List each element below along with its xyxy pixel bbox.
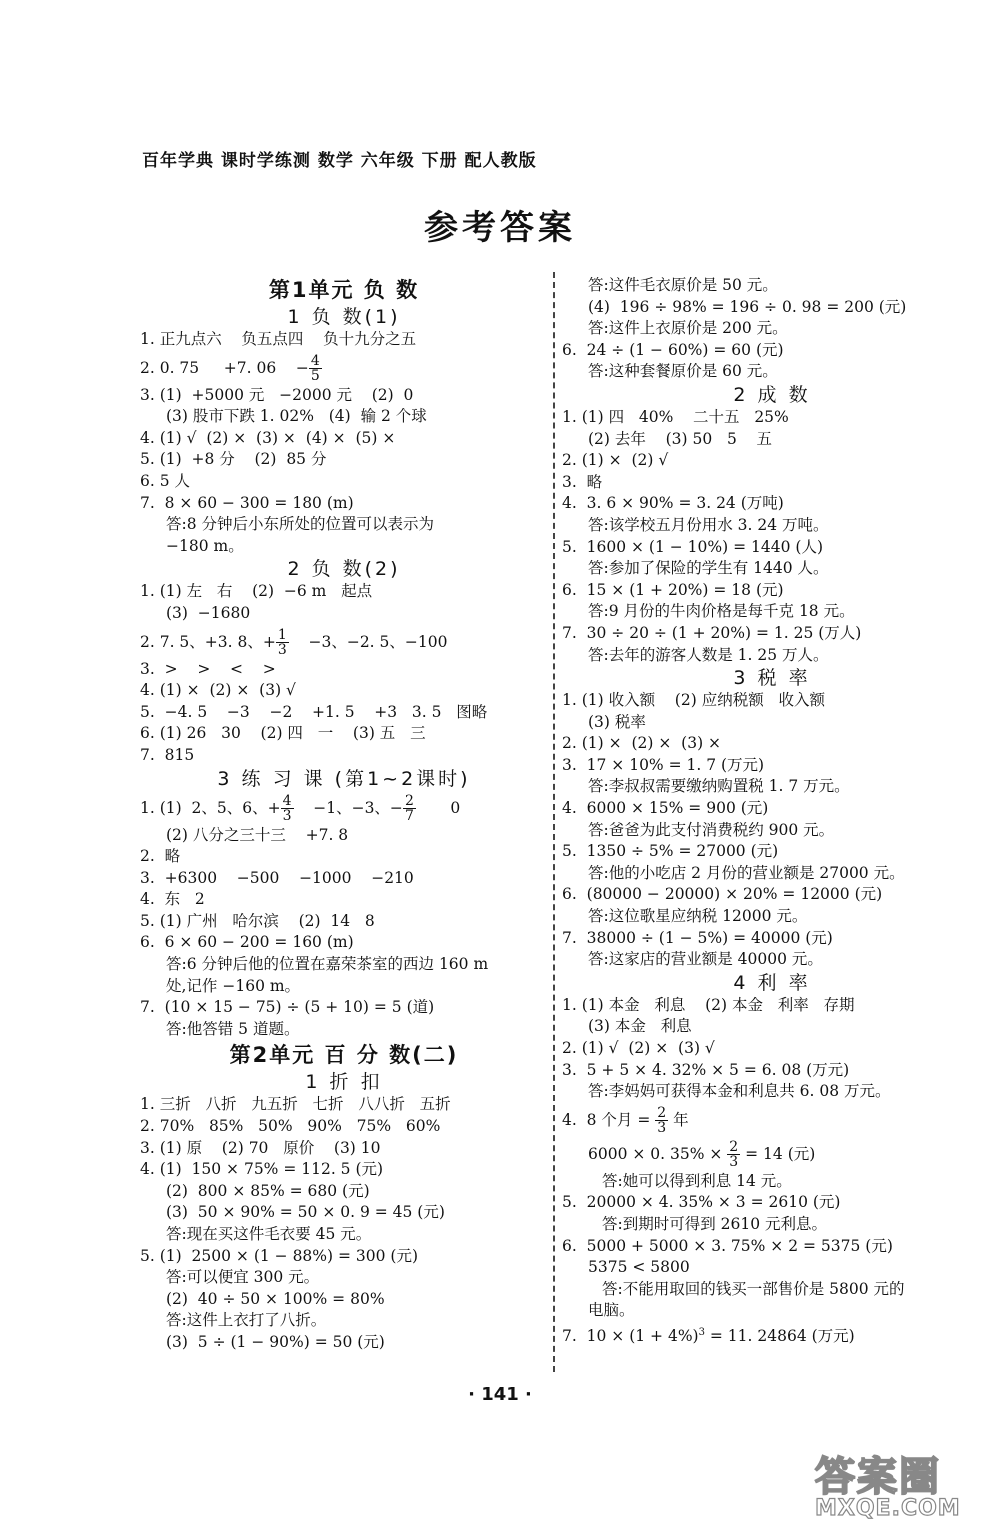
answer-line: 2. (1) √ (2) × (3) √ xyxy=(562,1039,715,1057)
answer-line: 2. 略 xyxy=(140,847,181,866)
answer-line: 答:这种套餐原价是 60 元。 xyxy=(588,362,778,381)
answer-line: 5. 1600 × (1 − 10%) = 1440 (人) xyxy=(562,537,823,556)
answer-line: 2. 70% 85% 50% 90% 75% 60% xyxy=(140,1117,441,1136)
fraction: $\frac{4}{5}$ xyxy=(310,353,320,385)
answer-line: (3) 5 ÷ (1 − 90%) = 50 (元) xyxy=(166,1332,385,1351)
watermark-text: 答案圈 xyxy=(815,1454,941,1500)
answer-line: 4. 东 2 xyxy=(140,890,205,909)
answer-line: 6000 × 0. 35% × $\frac{2}{3}$ = 14 (元) xyxy=(588,1139,816,1171)
section-heading: 4 利 率 xyxy=(733,971,811,994)
book-header: 百年学典 课时学练测 数学 六年级 下册 配人教版 xyxy=(142,151,537,171)
section-heading: 2 成 数 xyxy=(733,383,811,406)
answer-line: 5. 1350 ÷ 5% = 27000 (元) xyxy=(562,842,779,861)
answer-line: 4. 8 个月 = $\frac{2}{3}$ 年 xyxy=(562,1105,689,1137)
page-number: · 141 · xyxy=(468,1384,532,1405)
answer-line: 4. (1) × (2) × (3) √ xyxy=(140,681,296,700)
answer-line: 答:可以便宜 300 元。 xyxy=(166,1268,320,1287)
answer-line: 答:这位歌星应纳税 12000 元。 xyxy=(588,907,808,926)
watermark-logo xyxy=(815,1445,993,1521)
answer-line: (2) 40 ÷ 50 × 100% = 80% xyxy=(166,1289,385,1308)
answer-line: (3) 本金 利息 xyxy=(588,1017,692,1036)
answer-line: 答:李叔叔需要缴纳购置税 1. 7 万元。 xyxy=(588,777,850,796)
answer-line: 7. $10 \times (1 + 4\%)^3 = 11$. 24864 (万元) xyxy=(562,1326,855,1344)
answer-line: 6. 5 人 xyxy=(140,471,191,490)
answer-line: 3. 5 + 5 × 4. 32% × 5 = 6. 08 (万元) xyxy=(562,1060,850,1079)
section-heading: 3 税 率 xyxy=(733,667,811,690)
answer-line: (4) 196 ÷ 98% = 196 ÷ 0. 98 = 200 (元) xyxy=(588,297,907,316)
answer-line: 4. 6000 × 15% = 900 (元) xyxy=(562,799,769,818)
answer-line: (3) 股市下跌 1. 02% (4) 输 2 个球 xyxy=(166,407,427,426)
watermark-url: MXQE.COM xyxy=(815,1496,961,1521)
answer-line: 1. (1) 2、5、6、+ $\frac{4}{3}$ −1、−3、− $\frac{2}{7}$ 0 xyxy=(140,793,461,824)
answer-line: 1. (1) 四 40% 二十五 25% xyxy=(562,407,789,426)
answer-line: 1. 三折 八折 九五折 七折 八八折 五折 xyxy=(140,1095,451,1114)
unit-heading: 第1单元 负 数 xyxy=(268,278,420,302)
answer-line: 6. (80000 − 20000) × 20% = 12000 (元) xyxy=(562,885,883,904)
answer-line: 答:爸爸为此支付消费税约 900 元。 xyxy=(588,820,835,839)
answer-line: 电脑。 xyxy=(588,1301,635,1320)
answer-line: 5. (1) 2500 × (1 − 88%) = 300 (元) xyxy=(140,1246,419,1265)
answer-line: 4. (1) √ (2) × (3) × (4) × (5) × xyxy=(140,428,396,447)
answer-line: 5375 < 5800 xyxy=(588,1258,690,1277)
answer-line: 3. 17 × 10% = 1. 7 (万元) xyxy=(562,755,765,774)
right-column xyxy=(562,275,982,1344)
answer-line: 6. 24 ÷ (1 − 60%) = 60 (元) xyxy=(562,340,784,359)
fraction: $\frac{2}{3}$ xyxy=(729,1139,739,1171)
fraction: $\frac{1}{3}$ xyxy=(277,627,287,659)
answer-line: 6. (1) 26 30 (2) 四 一 (3) 五 三 xyxy=(140,724,426,743)
answer-line: 4. 3. 6 × 90% = 3. 24 (万吨) xyxy=(562,494,784,513)
answer-line: 1. 正九点六 负五点四 负十九分之五 xyxy=(140,330,417,348)
answer-line: 5. −4. 5 −3 −2 +1. 5 +3 3. 5 图略 xyxy=(140,702,488,721)
answer-line: 答:李妈妈可获得本金和利息共 6. 08 万元。 xyxy=(588,1082,891,1101)
answer-line: 答:6 分钟后他的位置在嘉荣茶室的西边 160 m xyxy=(166,955,489,974)
answer-line: 3. 略 xyxy=(562,472,603,491)
answer-line: 答:参加了保险的学生有 1440 人。 xyxy=(588,559,829,578)
answer-line: 1. (1) 本金 利息 (2) 本金 利率 存期 xyxy=(562,995,855,1014)
answer-line: 1. (1) 左 右 (2) −6 m 起点 xyxy=(140,582,373,601)
answer-line: 7. 38000 ÷ (1 − 5%) = 40000 (元) xyxy=(562,928,833,947)
answer-line: 4. (1) 150 × 75% = 112. 5 (元) xyxy=(140,1160,384,1179)
answer-line: 3. > > < > xyxy=(140,659,276,678)
column-divider xyxy=(553,272,555,1372)
answer-line: 7. 30 ÷ 20 ÷ (1 + 20%) = 1. 25 (万人) xyxy=(562,623,862,642)
answer-line: (3) −1680 xyxy=(166,603,251,622)
answer-line: 答:这件毛衣原价是 50 元。 xyxy=(588,276,778,294)
answer-line: 3. +6300 −500 −1000 −210 xyxy=(140,868,414,887)
answer-line: 答:这家店的营业额是 40000 元。 xyxy=(588,950,823,969)
answer-line: 2. 7. 5、+3. 8、+ $\frac{1}{3}$ −3、−2. 5、−100 xyxy=(140,627,448,659)
answer-line: 7. 8 × 60 − 300 = 180 (m) xyxy=(140,493,354,512)
answer-line: 3. (1) 原 (2) 70 原价 (3) 10 xyxy=(140,1138,381,1157)
answer-line: 6. 6 × 60 − 200 = 160 (m) xyxy=(140,933,354,952)
answer-line: 3. (1) +5000 元 −2000 元 (2) 0 xyxy=(140,385,414,404)
answer-line: 答:到期时可得到 2610 元利息。 xyxy=(602,1214,828,1233)
answer-line: 答:他答错 5 道题。 xyxy=(166,1019,300,1038)
answer-line: 1. (1) 收入额 (2) 应纳税额 收入额 xyxy=(562,691,825,710)
answer-line: 2. (1) × (2) × (3) × xyxy=(562,734,722,753)
section-heading: 1 折 扣 xyxy=(305,1071,383,1094)
answer-line: 处,记作 −160 m。 xyxy=(166,976,301,995)
fraction: $\frac{4}{3}$ xyxy=(282,793,292,824)
page-title: 参考答案 xyxy=(424,208,576,248)
section-heading: 2 负 数(2) xyxy=(287,558,401,581)
answer-line: 7. 815 xyxy=(140,745,195,764)
answer-line: 答:他的小吃店 2 月份的营业额是 27000 元。 xyxy=(588,863,905,882)
answer-line: 答:不能用取回的钱买一部售价是 5800 元的 xyxy=(602,1279,905,1298)
answer-line: 2. 0. 75 +7. 06 − $\frac{4}{5}$ xyxy=(140,353,320,385)
left-column xyxy=(140,275,548,1354)
answer-line: (2) 去年 (3) 50 5 五 xyxy=(588,429,773,448)
answer-line: 5. (1) +8 分 (2) 85 分 xyxy=(140,450,327,469)
section-heading: 3 练 习 课 (第1~2课时) xyxy=(217,767,471,790)
answer-line: 答:她可以得到利息 14 元。 xyxy=(602,1171,792,1190)
fraction: $\frac{2}{7}$ xyxy=(404,793,414,824)
answer-line: (2) 八分之三十三 +7. 8 xyxy=(166,825,349,844)
answer-line: 答:现在买这件毛衣要 45 元。 xyxy=(166,1225,372,1243)
answer-line: (2) 800 × 85% = 680 (元) xyxy=(166,1181,370,1200)
answer-line: 5. (1) 广州 哈尔滨 (2) 14 8 xyxy=(140,911,375,930)
fraction: $\frac{2}{3}$ xyxy=(657,1105,667,1137)
answer-line: 答:这件上衣打了八折。 xyxy=(166,1311,327,1330)
answer-line: 2. (1) × (2) √ xyxy=(562,451,669,470)
answer-line: −180 m。 xyxy=(166,536,244,555)
answer-line: (3) 税率 xyxy=(588,712,646,731)
answer-line: (3) 50 × 90% = 50 × 0. 9 = 45 (元) xyxy=(166,1203,445,1222)
answer-line: 5. 20000 × 4. 35% × 3 = 2610 (元) xyxy=(562,1193,841,1212)
answer-line: 答:9 月份的牛肉价格是每千克 18 元。 xyxy=(588,602,855,621)
answer-line: 6. 15 × (1 + 20%) = 18 (元) xyxy=(562,580,784,599)
answer-line: 7. (10 × 15 − 75) ÷ (5 + 10) = 5 (道) xyxy=(140,998,435,1017)
section-heading: 1 负 数(1) xyxy=(287,306,401,328)
unit-heading: 第2单元 百 分 数(二) xyxy=(229,1043,459,1068)
answer-line: 答:去年的游客人数是 1. 25 万人。 xyxy=(588,645,829,664)
answer-line: 答:这件上衣原价是 200 元。 xyxy=(588,319,788,338)
answer-line: 答:8 分钟后小东所处的位置可以表示为 xyxy=(166,515,435,534)
answer-line: 答:该学校五月份用水 3. 24 万吨。 xyxy=(588,515,829,534)
answer-line: 6. 5000 + 5000 × 3. 75% × 2 = 5375 (元) xyxy=(562,1236,893,1255)
